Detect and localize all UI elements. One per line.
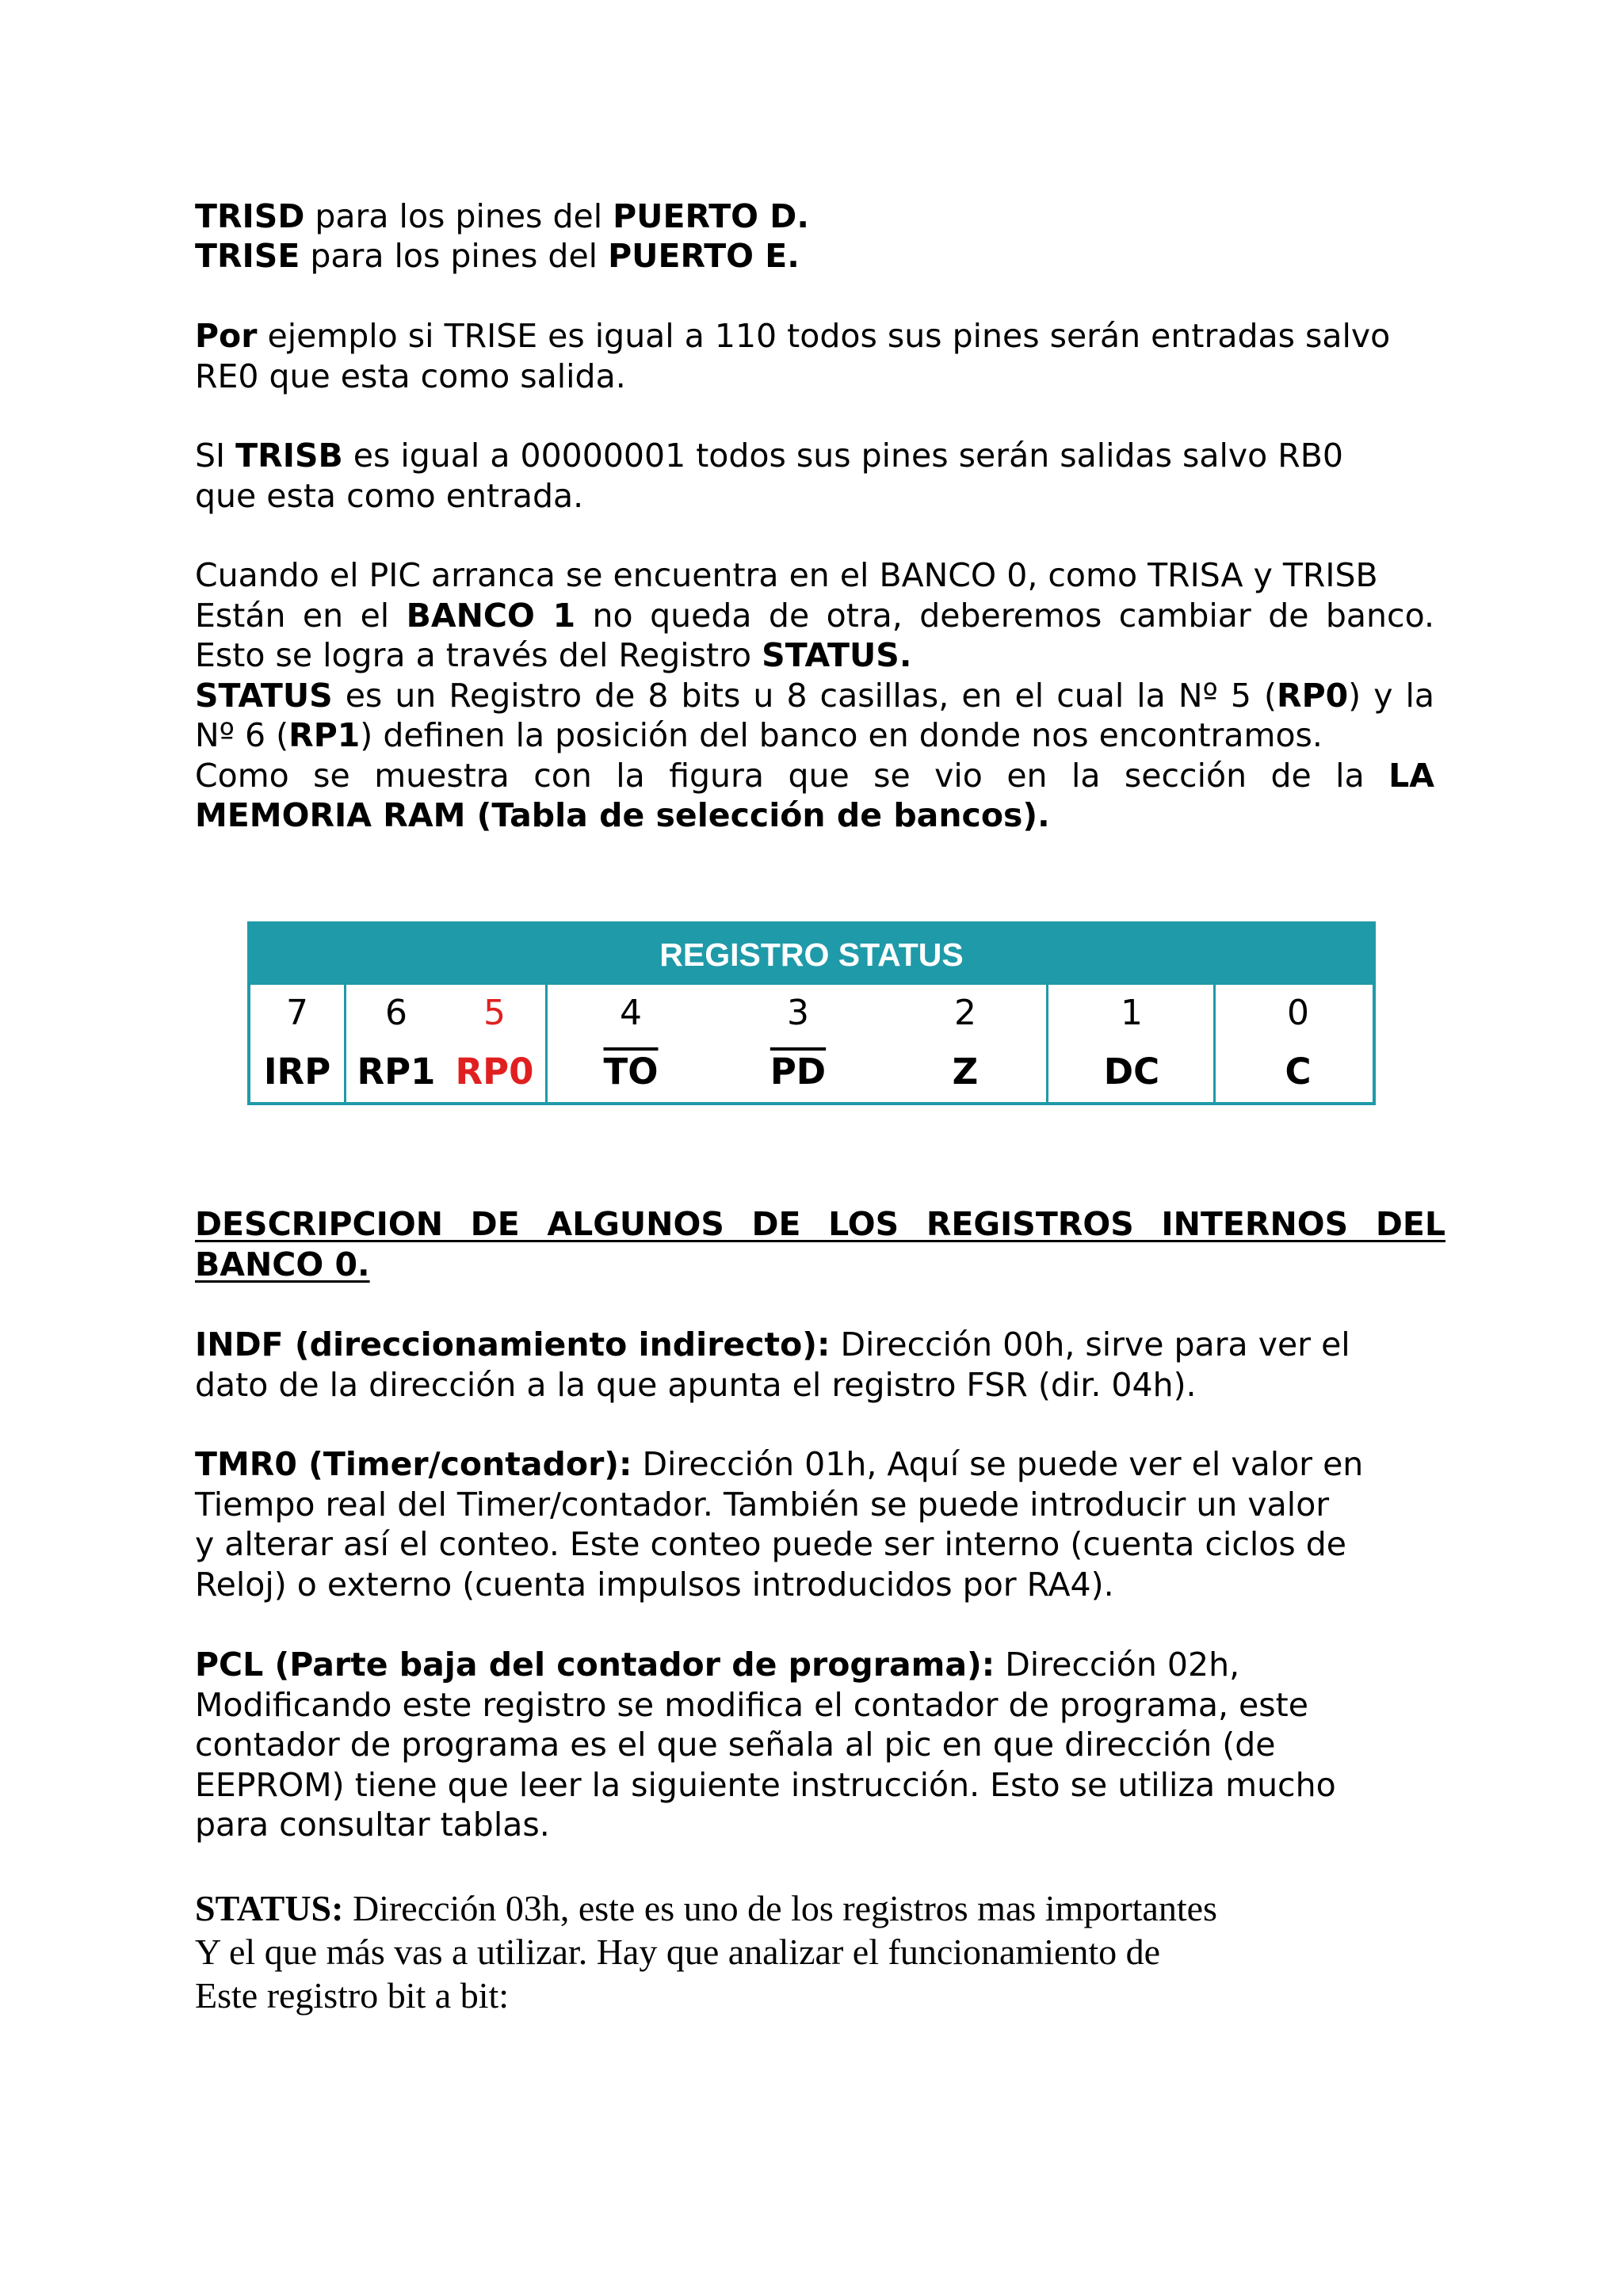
bit-name-rp0: RP0 [455, 1051, 534, 1093]
example-trise-paragraph: Por ejemplo si TRISE es igual a 110 todos sus pines serán entradas salvo RE0 que esta como salida. [195, 317, 1391, 395]
bit-number-7: 7 [286, 993, 308, 1033]
bit-name-c: C [1285, 1051, 1312, 1093]
bit-number-4: 4 [620, 993, 642, 1033]
bit-number-6: 6 [385, 993, 407, 1033]
bit-number-3: 3 [787, 993, 809, 1033]
register-cell-6-5 [344, 985, 545, 1102]
indf-paragraph: INDF (direccionamiento indirecto): Dirección 00h, sirve para ver el dato de la dirección a la que apunta el registro FSR (dir. 04h). [195, 1325, 1350, 1404]
bit-number-0: 0 [1287, 993, 1309, 1033]
pcl-paragraph: PCL (Parte baja del contador de programa): Dirección 02h, Modificando este registro se modifica el contador de programa, este contador de programa es el que señala al pic en que dirección (de EEPROM) tiene que leer la siguiente instrucción. Esto se utiliza mucho para consultar tablas. [195, 1646, 1336, 1844]
tmr0-paragraph: TMR0 (Timer/contador): Dirección 01h, Aquí se puede ver el valor en Tiempo real del Timer/contador. También se puede introducir un valor y alterar así el conteo. Este conteo puede ser interno (cuenta ciclos de Reloj) o externo (cuenta impulsos introducidos por RA4). [195, 1445, 1364, 1604]
bit-name-rp1: RP1 [357, 1051, 436, 1093]
status-register-table [247, 921, 1376, 1105]
register-cell-0 [1213, 985, 1373, 1102]
bit-name-dc: DC [1103, 1051, 1160, 1093]
status-paragraph: STATUS: Dirección 03h, este es uno de los registros mas importantes Y el que más vas a utilizar. Hay que analizar el funcionamiento de Este registro bit a bit: [195, 1888, 1217, 2016]
bit-number-1: 1 [1121, 993, 1143, 1033]
section-heading: DESCRIPCION DE ALGUNOS DE LOS REGISTROS INTERNOS DEL BANCO 0. [195, 1205, 1445, 1283]
register-cell-4-3-2 [545, 985, 1046, 1102]
register-cell-7 [250, 985, 344, 1102]
bit-name-to: $\overline{TO}$ [603, 1051, 659, 1093]
register-cell-1 [1046, 985, 1213, 1102]
bit-number-2: 2 [954, 993, 976, 1033]
trise-line: TRISE para los pines del PUERTO E. [195, 237, 800, 275]
bit-name-z: Z [952, 1051, 979, 1093]
example-trisb-paragraph: SI TRISB es igual a 00000001 todos sus pines serán salidas salvo RB0 que esta como entrada. [195, 437, 1343, 515]
register-bits-row [250, 985, 1373, 1102]
bit-name-pd: $\overline{PD}$ [769, 1051, 827, 1093]
bit-number-5: 5 [483, 993, 506, 1033]
bank-selection-paragraph: Cuando el PIC arranca se encuentra en el BANCO 0, como TRISA y TRISB Están en el BANCO 1 no queda de otra, deberemos cambiar de banco. Esto se logra a través del Registro STATUS. STATUS es un Registro de 8 bits u 8 casillas, en el cual la Nº 5 (RP0) y la Nº 6 (RP1) definen la posición del banco en donde nos encontramos. Como se muestra con la figura que se vio en la sección de la LA MEMORIA RAM (Tabla de selección de bancos). [195, 556, 1435, 834]
bit-name-irp: IRP [263, 1051, 331, 1093]
trisd-line: TRISD para los pines del PUERTO D. [195, 197, 809, 235]
register-title: REGISTRO STATUS [250, 925, 1373, 985]
